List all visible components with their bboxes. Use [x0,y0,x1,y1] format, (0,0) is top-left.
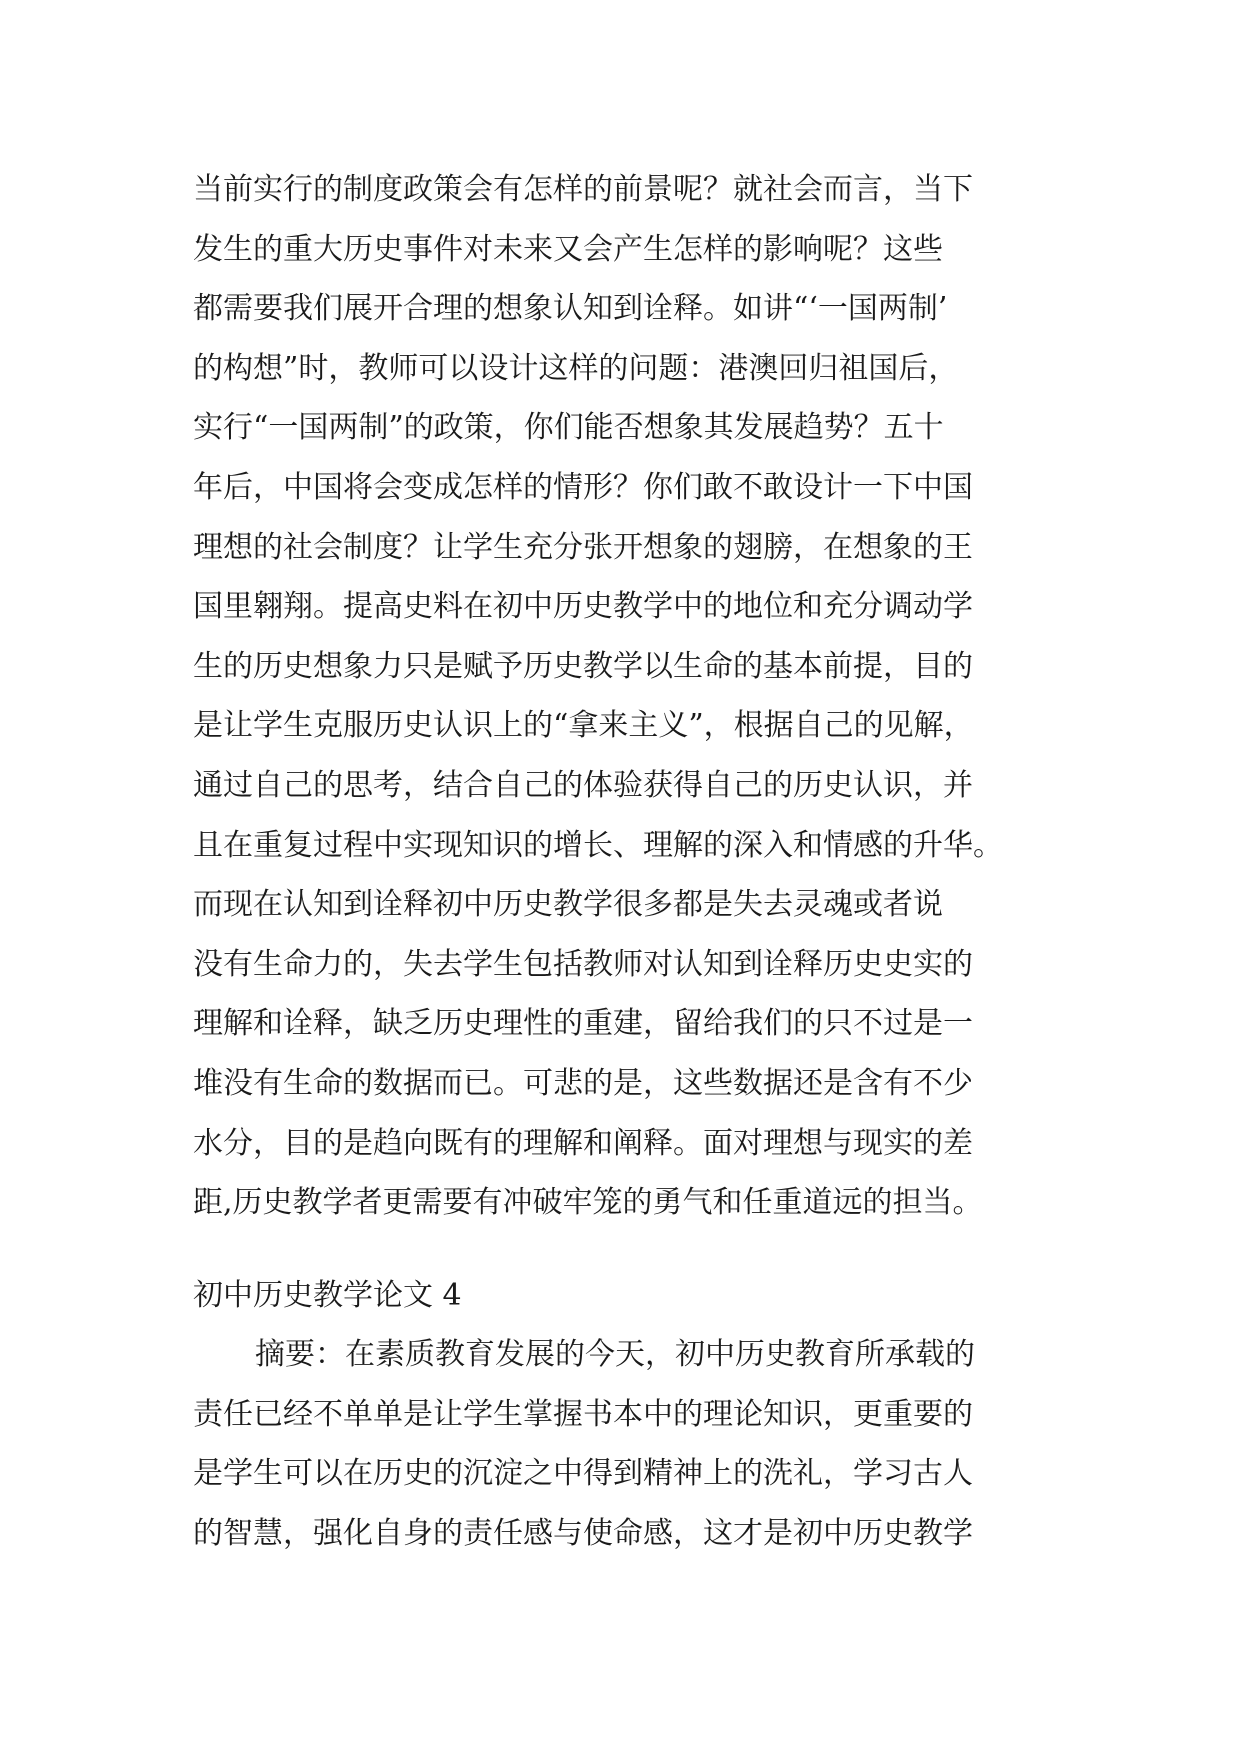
continued-paragraph [193,160,1093,1233]
text-line: 国里翱翔。提高史料在初中历史教学中的地位和充分调动学 [193,589,973,625]
text-line: 生的历史想象力只是赋予历史教学以生命的基本前提，目的 [193,648,973,684]
abstract-paragraph [193,1325,1093,1563]
text-line: 没有生命力的，失去学生包括教师对认知到诠释历史史实的 [193,946,973,982]
text-line: 堆没有生命的数据而已。可悲的是，这些数据还是含有不少 [193,1065,973,1101]
text-line: 而现在认知到诠释初中历史教学很多都是失去灵魂或者说 [193,887,943,923]
text-line: 通过自己的思考，结合自己的体验获得自己的历史认识，并 [193,767,973,803]
text-line: 都需要我们展开合理的想象认知到诠释。如讲“‘一国两制’ [193,291,948,327]
text-line: 理解和诠释，缺乏历史理性的重建，留给我们的只不过是一 [193,1006,973,1042]
text-line: 的智慧，强化自身的责任感与使命感，这才是初中历史教学 [193,1515,973,1551]
text-line: 是让学生克服历史认识上的“拿来主义”，根据自己的见解， [193,708,974,744]
text-line: 当前实行的制度政策会有怎样的前景呢？就社会而言，当下 [193,172,973,207]
text-line: 实行“一国两制”的政策，你们能否想象其发展趋势？五十 [193,410,944,446]
text-line: 且在重复过程中实现知识的增长、理解的深入和情感的升华。 [193,827,1003,863]
text-line: 年后，中国将会变成怎样的情形？你们敢不敢设计一下中国 [193,469,973,505]
text-line: 摘要：在素质教育发展的今天，初中历史教育所承载的 [255,1337,975,1372]
section-heading: 初中历史教学论文 4 [193,1278,462,1313]
text-line: 的构想”时，教师可以设计这样的问题：港澳回归祖国后， [193,350,959,386]
text-line: 水分，目的是趋向既有的理解和阐释。面对理想与现实的差 [193,1125,973,1161]
text-line: 发生的重大历史事件对未来又会产生怎样的影响呢？这些 [193,231,943,267]
text-line: 责任已经不单单是让学生掌握书本中的理论知识，更重要的 [193,1396,973,1432]
text-line: 理想的社会制度？让学生充分张开想象的翅膀，在想象的王 [193,529,973,565]
text-line: 距,历史教学者更需要有冲破牢笼的勇气和任重道远的担当。 [193,1185,983,1221]
text-line: 是学生可以在历史的沉淀之中得到精神上的洗礼，学习古人 [193,1456,973,1492]
